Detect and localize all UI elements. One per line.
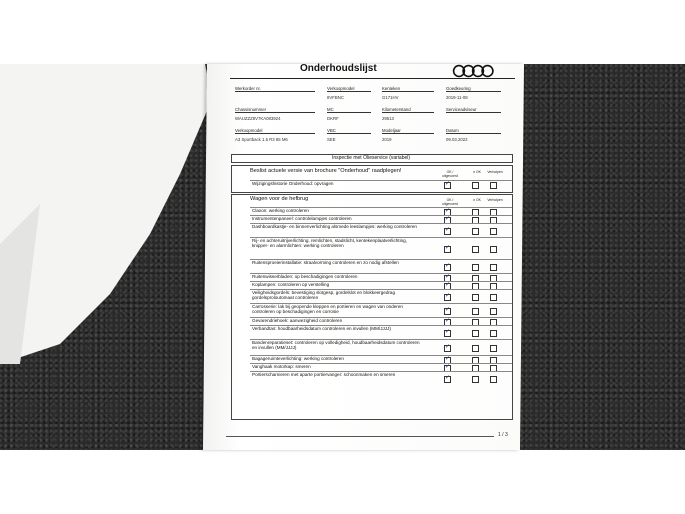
field (382, 86, 434, 100)
field-label: Kilometerstand (382, 107, 434, 113)
field-label: Verkoopmodel (327, 86, 371, 92)
field-label: Goedkeuring (446, 86, 501, 92)
fixed-checkbox[interactable] (490, 182, 497, 189)
checklist-row (250, 180, 512, 189)
document-title: Onderhoudslijst (300, 63, 377, 74)
not-ok-checkbox[interactable] (472, 228, 479, 235)
fixed-checkbox[interactable] (490, 264, 497, 271)
field-value: 29513 (382, 116, 394, 121)
not-ok-checkbox[interactable] (472, 264, 479, 271)
field-value: 8VFBNC (327, 95, 344, 100)
not-ok-checkbox[interactable] (472, 330, 479, 337)
column-header: OK / uitgevoerd (442, 198, 458, 206)
checklist-item-text: Vanghaak motorkap: smeren (252, 364, 311, 369)
field (382, 107, 434, 121)
checklist-item-text: Wijzigingshistorie Onderhoud: opvragen (252, 181, 334, 186)
checklist-item-text: Ruitensproeierinstallatie: straalvorming controleren en zo nodig afstellen (252, 260, 399, 265)
not-ok-checkbox[interactable] (472, 308, 479, 315)
field-value: 09.03.2022 (446, 137, 468, 142)
fixed-checkbox[interactable] (490, 246, 497, 253)
field (327, 86, 371, 100)
checklist-item-text: Instrumentenpaneel: controlelampjes controleren (252, 216, 352, 221)
audi-rings-icon (452, 64, 496, 78)
inspection-header: Inspectie met Olieservice (variabel) (331, 155, 411, 161)
field-label: Kenteken (382, 86, 434, 92)
title-divider (230, 78, 515, 79)
ok-checkbox[interactable] (444, 294, 451, 301)
checklist-item-text: Dashboardkastje- en binnenverlichting alsmede leeslampjes: werking controleren (252, 224, 417, 229)
checklist-item-text: Koplampen: controleren op verstelling (252, 282, 330, 287)
section1-title: Beslist actuele versie van brochure "Onderhoud" raadplegen! (250, 168, 402, 174)
field (446, 86, 501, 100)
ok-checkbox[interactable] (444, 330, 451, 337)
column-header: OK / uitgevoerd (442, 170, 458, 178)
ok-checkbox[interactable] (444, 182, 451, 189)
checklist-item-text: Gevarendriehoek: aanwezigheid controleren (252, 318, 343, 323)
column-header: Verholpen (487, 198, 503, 202)
field (327, 128, 371, 142)
section2-title: Wagen voor de hefbrug (250, 196, 309, 202)
not-ok-checkbox[interactable] (472, 376, 479, 383)
column-header: n OK (473, 198, 481, 202)
ok-checkbox[interactable] (444, 376, 451, 383)
fixed-checkbox[interactable] (490, 376, 497, 383)
checklist-row (250, 339, 512, 356)
field-label: MC (327, 107, 371, 113)
field-value: WAUZZZ8V7KA083924 (235, 116, 281, 121)
page-number: 1 / 3 (498, 432, 508, 438)
field-label: Serviceadviseur (446, 107, 501, 113)
checklist-row (250, 371, 512, 386)
column-header: n OK (473, 170, 481, 174)
not-ok-checkbox[interactable] (472, 182, 479, 189)
field-value: G171HV (382, 95, 399, 100)
ok-checkbox[interactable] (444, 308, 451, 315)
field-value: A3 Sportback 1.5 R3 85 M6 (235, 137, 288, 142)
field-value: SEE (327, 137, 336, 142)
field (235, 128, 315, 142)
folded-paper-corner (0, 64, 230, 374)
not-ok-checkbox[interactable] (472, 246, 479, 253)
checklist-item-text: Rij- en achteruitrijverlichting, remlichten, stadslicht, kentekenplaatverlichting, knipper- en alarmlichten: werking controleren (252, 238, 407, 249)
field-label: Modeljaar (382, 128, 434, 134)
checklist-item-text: Veiligheidsgordels: bevestiging slotgesp, gordelslot en blokkeergedrag gordelsproloutomaat controleren (252, 290, 396, 301)
checklist-item-text: Bagageruimteverlichting: werking controleren (252, 356, 344, 361)
field-value: 2019 (382, 137, 392, 142)
ok-checkbox[interactable] (444, 264, 451, 271)
checklist-row (250, 325, 512, 340)
fixed-checkbox[interactable] (490, 228, 497, 235)
checklist-item-text: Bandenreparatieset: controleren op volledigheid, houdbaarheidsdatum controleren en invullen (MM/JJJJ) (252, 340, 420, 351)
not-ok-checkbox[interactable] (472, 294, 479, 301)
ok-checkbox[interactable] (444, 246, 451, 253)
field-label: Datum (446, 128, 501, 134)
column-header: Verholpen (487, 170, 503, 174)
checklist-row (250, 237, 512, 260)
ok-checkbox[interactable] (444, 228, 451, 235)
field (235, 86, 315, 95)
checklist-item-text: Claxon: werking controleren (252, 208, 309, 213)
checklist-item-text: Verbandtas: houdbaarheidsdatum controleren en invullen (MM/JJJJ) (252, 326, 391, 331)
checklist-item-text: Portierscharnieren met aparte portiervanger: schoonmaken en smeren (252, 372, 396, 377)
field (327, 107, 371, 121)
field (235, 107, 315, 121)
field-value: 2019-11-08 (446, 95, 468, 100)
checklist-row (250, 223, 512, 238)
field (446, 128, 501, 142)
checklist-row (250, 303, 512, 318)
field-value: DKRF (327, 116, 339, 121)
fixed-checkbox[interactable] (490, 294, 497, 301)
field (382, 128, 434, 142)
field (446, 107, 501, 116)
checklist-row (250, 259, 512, 274)
checklist-item-text: Ruitenwisserbladen: op beschadigingen controleren (252, 274, 358, 279)
fixed-checkbox[interactable] (490, 345, 497, 352)
field-label: Werkorder nr. (235, 86, 315, 92)
checklist-row (250, 289, 512, 304)
checklist-item-text: Carrosserie: lak bij geopende kleppen en portieren en wagen van onderen controleren op beschadigingen en corrosie (252, 304, 403, 315)
footer-divider (226, 436, 494, 437)
fixed-checkbox[interactable] (490, 330, 497, 337)
field-label: Chassisnummer (235, 107, 315, 113)
not-ok-checkbox[interactable] (472, 345, 479, 352)
field-label: VBC (327, 128, 371, 134)
ok-checkbox[interactable] (444, 345, 451, 352)
fixed-checkbox[interactable] (490, 308, 497, 315)
field-label: Verkoopmodel (235, 128, 315, 134)
